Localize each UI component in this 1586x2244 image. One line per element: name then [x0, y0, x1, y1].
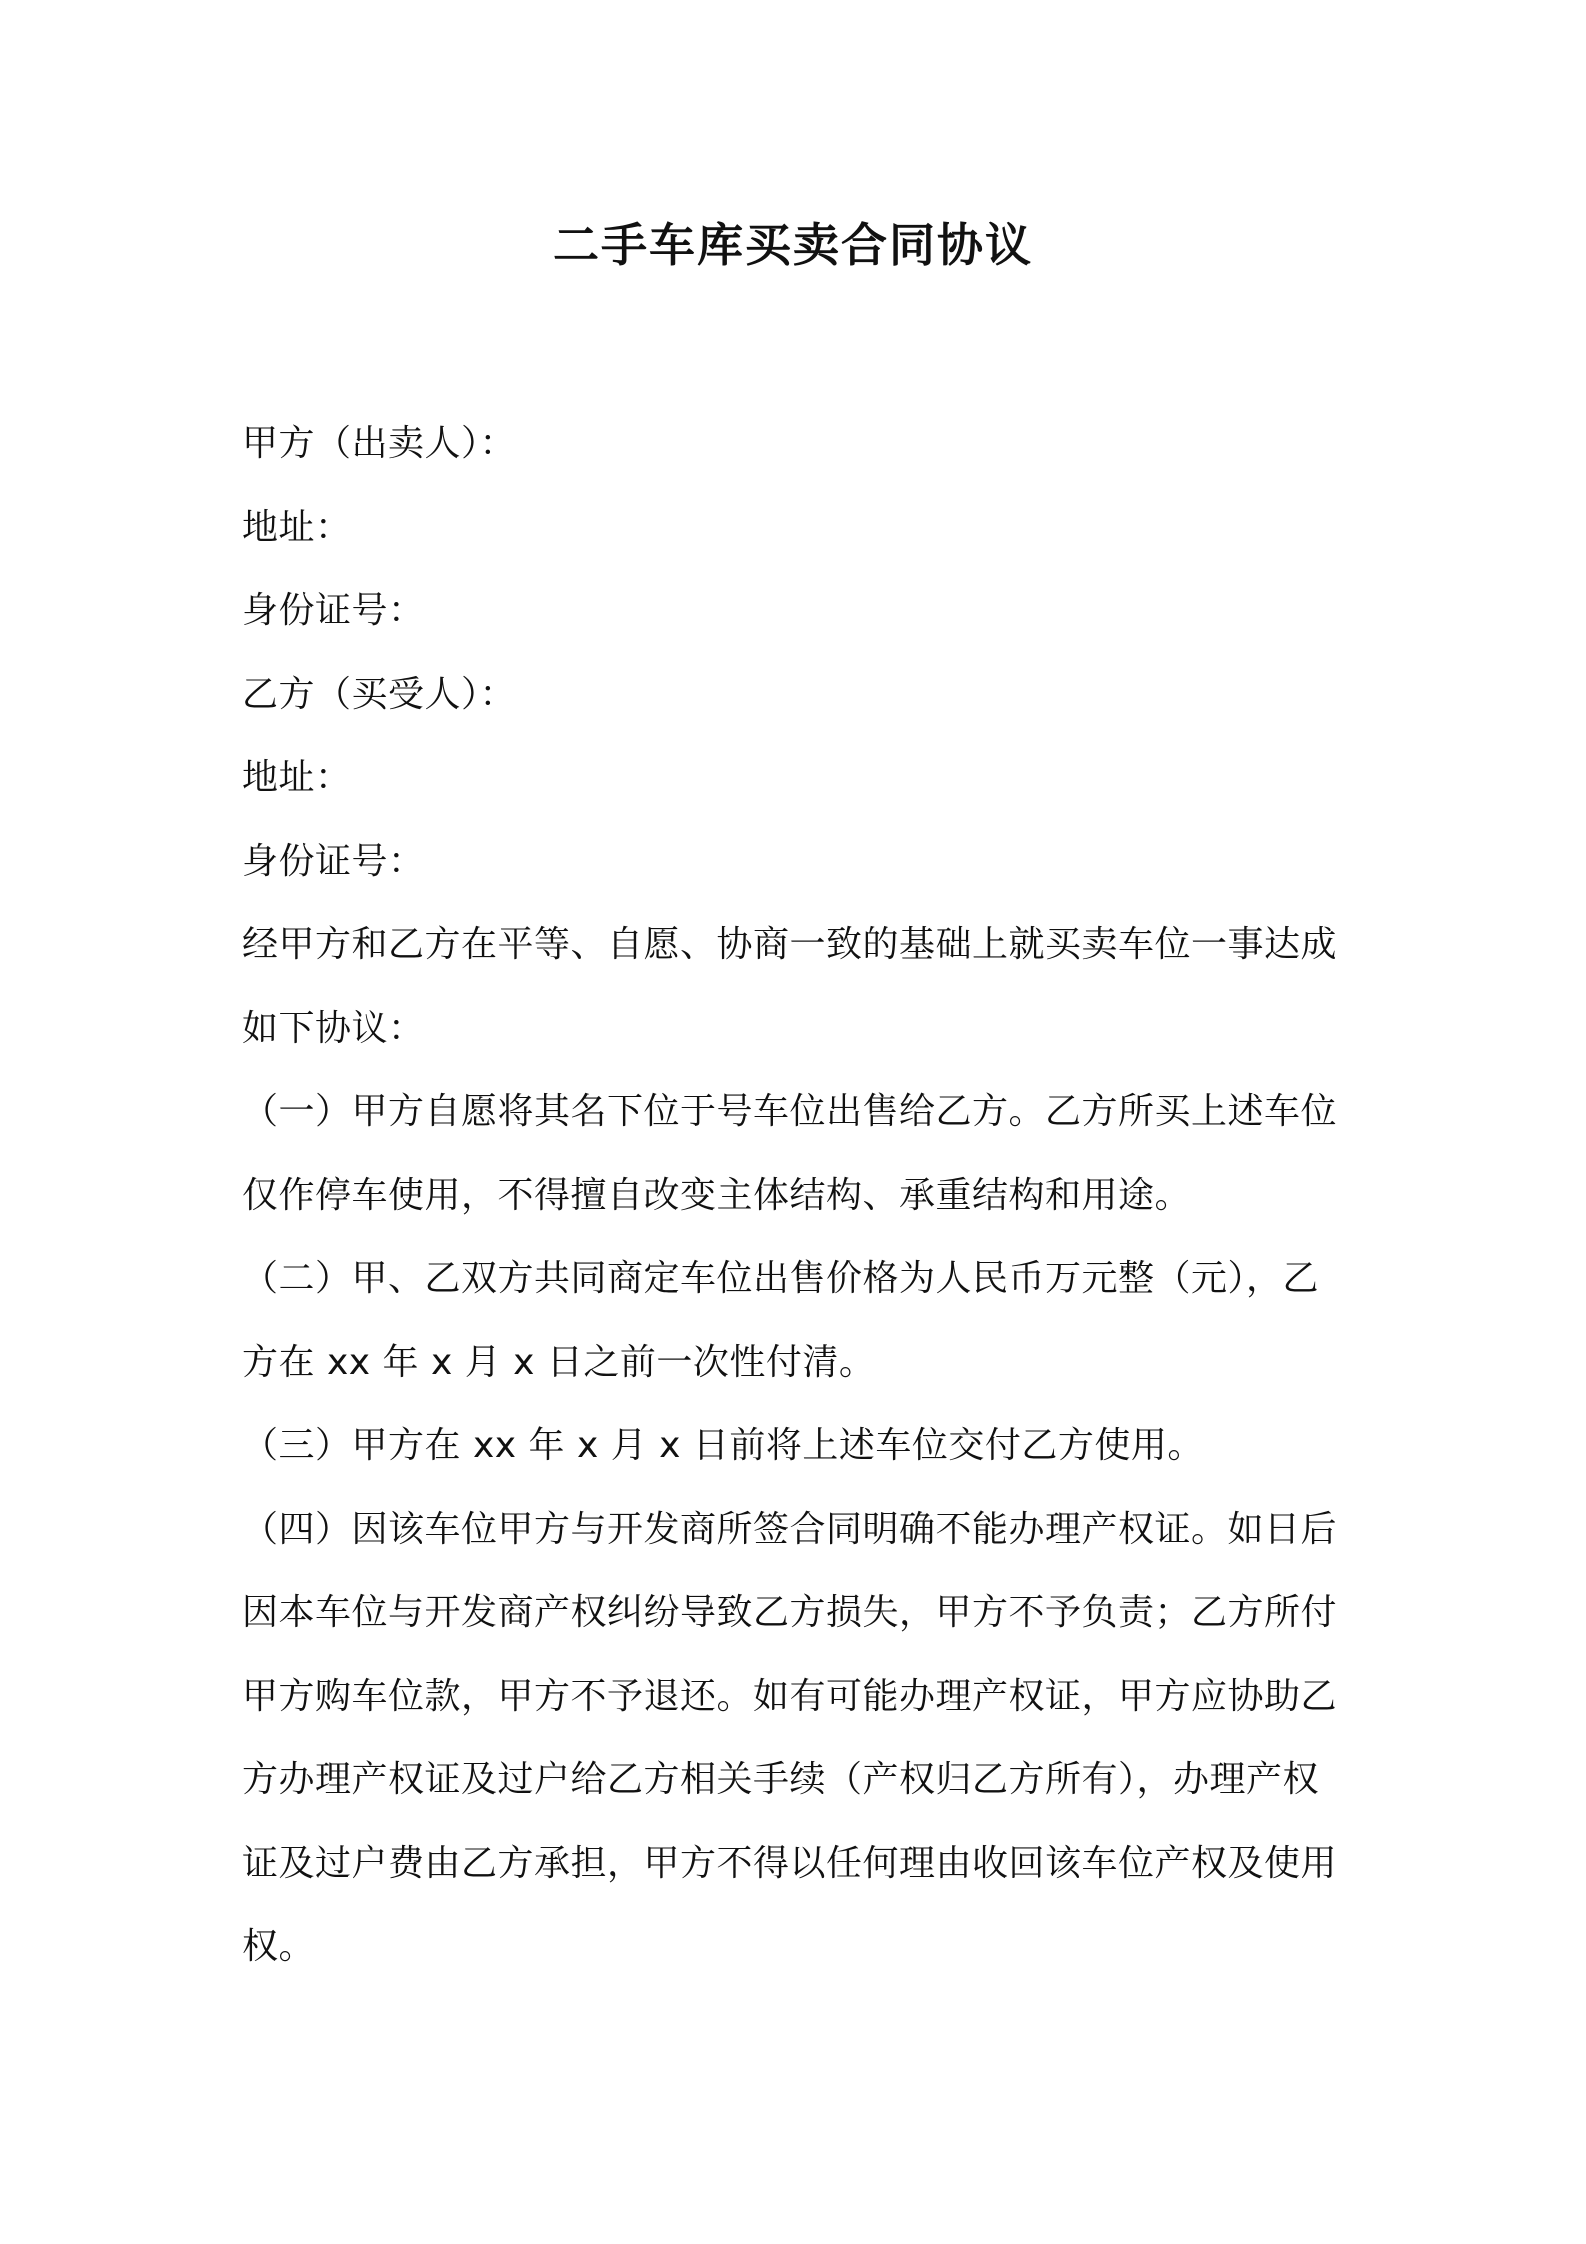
document-title: 二手车库买卖合同协议: [553, 218, 1033, 272]
clause-1-line: （一）甲方自愿将其名下位于号车位出售给乙方。乙方所买上述车位: [242, 1091, 1338, 1132]
clause-4-line: 方办理产权证及过户给乙方相关手续（产权归乙方所有），办理产权: [242, 1759, 1320, 1800]
seller-label: 甲方（出卖人）：: [242, 423, 517, 464]
buyer-label: 乙方（买受人）：: [242, 673, 517, 715]
clause-4-line: 因本车位与开发商产权纠纷导致乙方损失，甲方不予负责；乙方所付: [242, 1592, 1338, 1633]
document-body: [242, 402, 1352, 1989]
clause-4-line: 证及过户费由乙方承担，甲方不得以任何理由收回该车位产权及使用: [242, 1842, 1338, 1884]
clause-4-line: （四）因该车位甲方与开发商所签合同明确不能办理产权证。如日后: [242, 1508, 1338, 1550]
clause-2-line: （二）甲、乙双方共同商定车位出售价格为人民币万元整（元），乙: [242, 1258, 1320, 1299]
clause-4-line: 甲方购车位款，甲方不予退还。如有可能办理产权证，甲方应协助乙: [242, 1675, 1338, 1717]
buyer-address-label: 地址：: [242, 757, 352, 798]
buyer-id-label: 身份证号：: [242, 840, 425, 882]
clause-3-line: （三）甲方在 xx 年 x 月 x 日前将上述车位交付乙方使用。: [242, 1425, 1204, 1466]
clause-1-line: 仅作停车使用，不得擅自改变主体结构、承重结构和用途。: [242, 1174, 1192, 1216]
preamble-line: 经甲方和乙方在平等、自愿、协商一致的基础上就买卖车位一事达成: [242, 924, 1338, 965]
preamble-line: 如下协议：: [242, 1007, 425, 1049]
seller-address-label: 地址：: [242, 506, 352, 548]
clause-2-line: 方在 xx 年 x 月 x 日之前一次性付清。: [242, 1341, 876, 1383]
clause-4-line: 权。: [242, 1926, 316, 1967]
seller-id-label: 身份证号：: [242, 590, 425, 631]
